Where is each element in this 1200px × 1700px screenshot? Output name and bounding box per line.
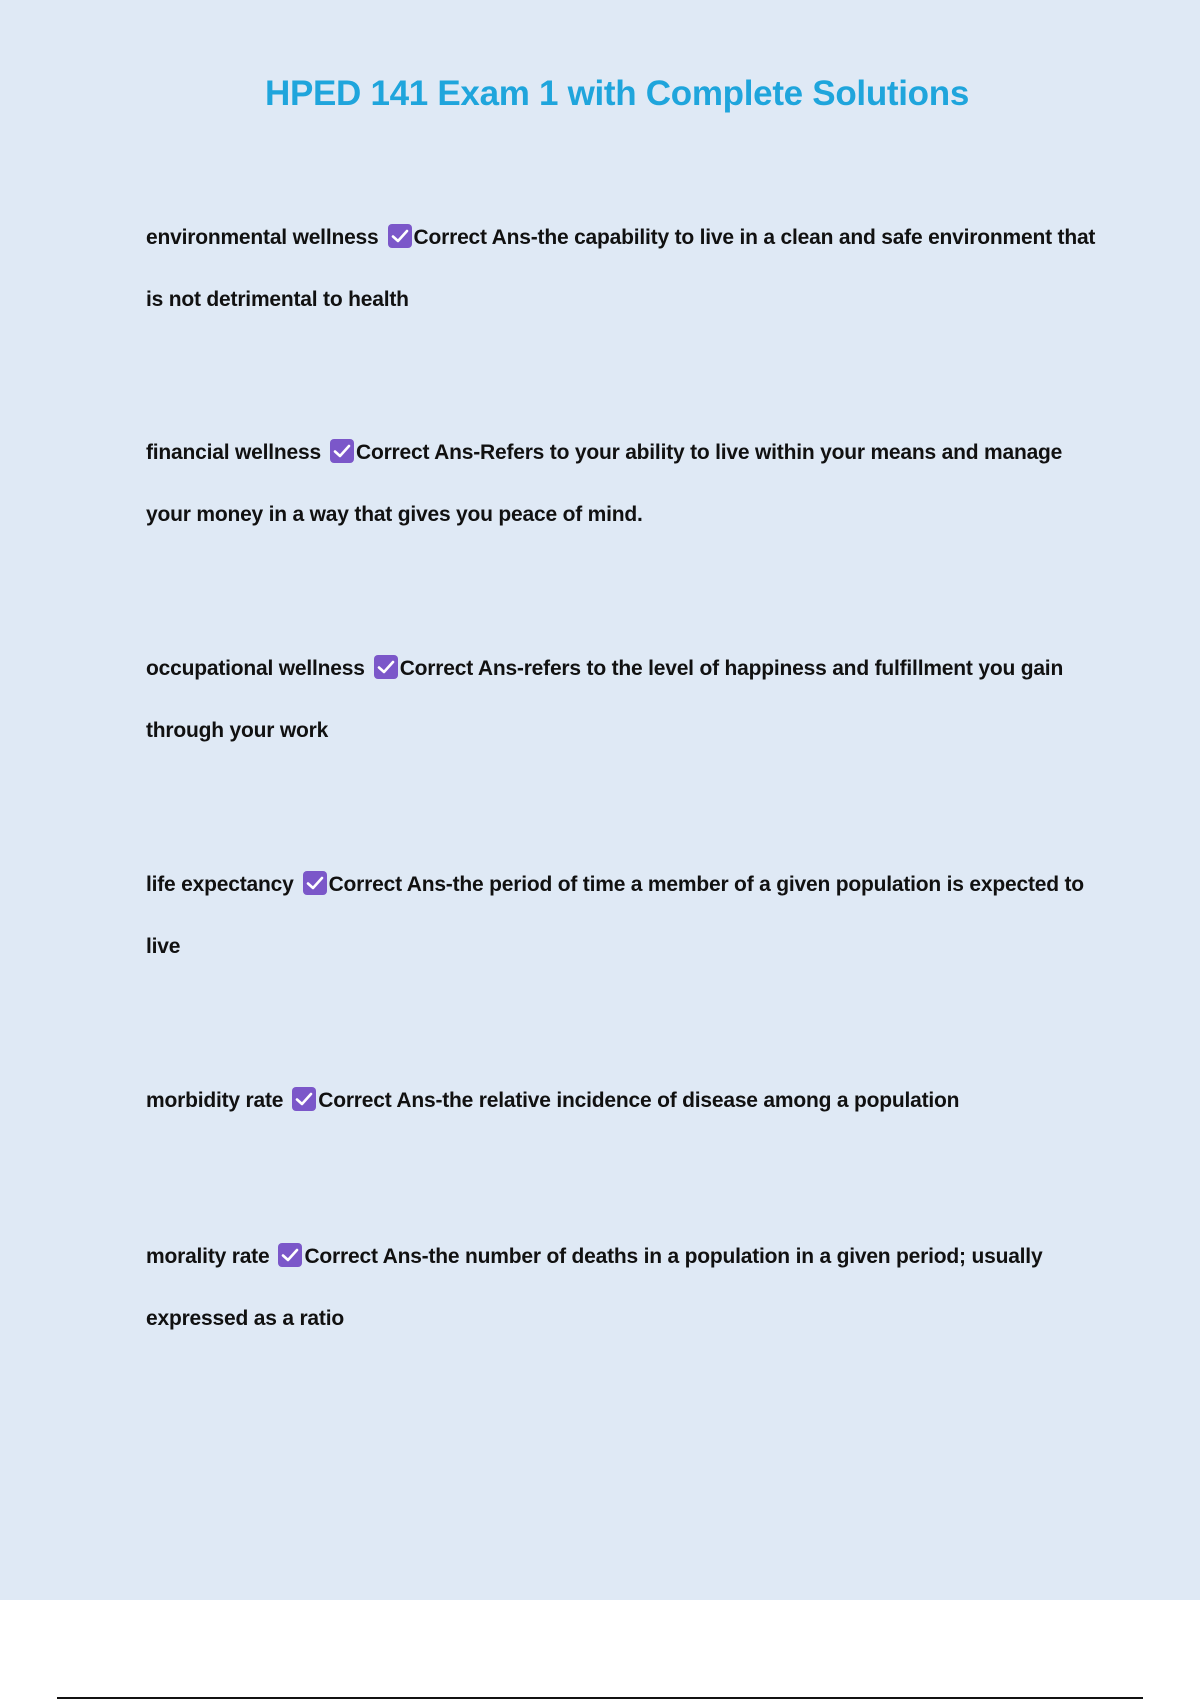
qa-item	[146, 1070, 1096, 1132]
checkbox-checked-icon	[374, 655, 398, 679]
term-label: morbidity rate	[146, 1089, 284, 1112]
qa-item	[146, 638, 1096, 762]
answer-text: Correct Ans-the period of time a member of a given population is expected to live	[146, 873, 1084, 958]
answer-text: Correct Ans-the relative incidence of disease among a population	[318, 1089, 960, 1112]
answer-text: Correct Ans-the capability to live in a clean and safe environment that is not detrimental to health	[146, 226, 1096, 311]
qa-item	[146, 207, 1096, 331]
answer-text: Correct Ans-Refers to your ability to live within your means and manage your money in a way that gives you peace of mind.	[146, 441, 1063, 526]
document-title: HPED 141 Exam 1 with Complete Solutions	[264, 74, 970, 113]
term-label: life expectancy	[146, 873, 294, 896]
answer-text: Correct Ans-refers to the level of happiness and fulfillment you gain through your work	[146, 657, 1064, 742]
term-label: morality rate	[146, 1245, 270, 1268]
checkbox-checked-icon	[388, 224, 412, 248]
checkbox-checked-icon	[292, 1087, 316, 1111]
qa-item	[146, 422, 1096, 546]
qa-item	[146, 1226, 1096, 1350]
checkbox-checked-icon	[303, 871, 327, 895]
term-label: occupational wellness	[146, 657, 365, 680]
checkbox-checked-icon	[278, 1243, 302, 1267]
answer-text: Correct Ans-the number of deaths in a population in a given period; usually expressed as a ratio	[146, 1245, 1043, 1330]
qa-item	[146, 854, 1096, 978]
checkbox-checked-icon	[330, 439, 354, 463]
footer-divider	[57, 1697, 1143, 1699]
term-label: financial wellness	[146, 441, 321, 464]
term-label: environmental wellness	[146, 226, 379, 249]
